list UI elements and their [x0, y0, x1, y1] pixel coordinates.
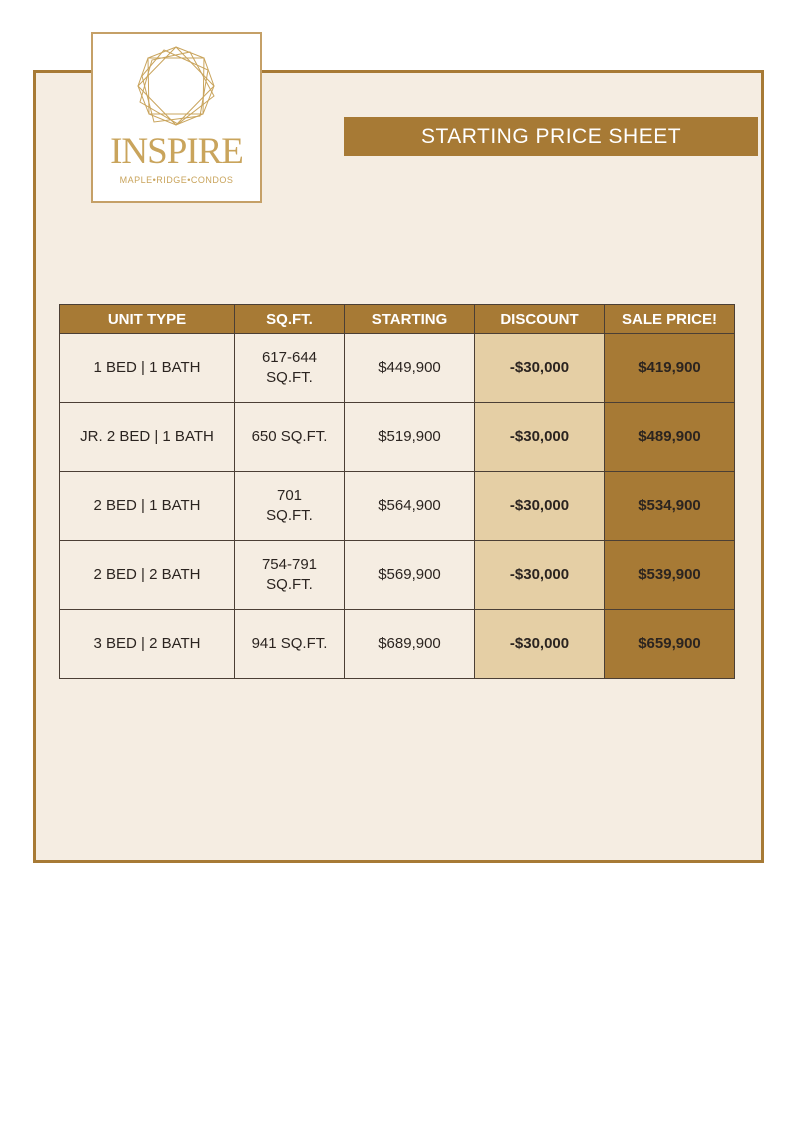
header-sale-price: SALE PRICE! — [605, 305, 735, 334]
table-row — [60, 403, 735, 472]
discount-cell: -$30,000 — [475, 403, 605, 472]
header-discount: DISCOUNT — [475, 305, 605, 334]
table-row — [60, 472, 735, 541]
sale-price-cell: $489,900 — [605, 403, 735, 472]
header-sqft: SQ.FT. — [235, 305, 345, 334]
unit-type-cell: 1 BED | 1 BATH — [60, 334, 235, 403]
sale-price-cell: $659,900 — [605, 610, 735, 679]
starting-price-cell: $449,900 — [345, 334, 475, 403]
sqft-value: 650 SQ.FT. — [251, 428, 328, 445]
sqft-cell — [235, 610, 345, 679]
unit-type-cell: 2 BED | 1 BATH — [60, 472, 235, 541]
sqft-cell — [235, 541, 345, 610]
page-title: STARTING PRICE SHEET — [344, 117, 758, 156]
discount-cell: -$30,000 — [475, 541, 605, 610]
starting-price-cell: $564,900 — [345, 472, 475, 541]
discount-cell: -$30,000 — [475, 472, 605, 541]
geometric-gem-icon — [134, 44, 218, 128]
sqft-unit: SQ.FT. — [266, 507, 313, 524]
table-row — [60, 610, 735, 679]
inspire-logo — [91, 32, 262, 203]
sqft-unit: SQ.FT. — [266, 369, 313, 386]
starting-price-cell: $519,900 — [345, 403, 475, 472]
price-table — [59, 304, 735, 679]
sale-price-cell: $534,900 — [605, 472, 735, 541]
discount-cell: -$30,000 — [475, 610, 605, 679]
sqft-cell — [235, 472, 345, 541]
sqft-value: 617-644 — [261, 349, 318, 366]
sqft-cell — [235, 403, 345, 472]
sale-price-cell: $419,900 — [605, 334, 735, 403]
sqft-value: 701 — [276, 487, 303, 504]
table-row — [60, 541, 735, 610]
starting-price-cell: $569,900 — [345, 541, 475, 610]
unit-type-cell: 2 BED | 2 BATH — [60, 541, 235, 610]
sqft-cell — [235, 334, 345, 403]
sale-price-cell: $539,900 — [605, 541, 735, 610]
starting-price-cell: $689,900 — [345, 610, 475, 679]
sqft-unit: SQ.FT. — [266, 576, 313, 593]
table-header-row — [60, 305, 735, 334]
sqft-value: 941 SQ.FT. — [251, 635, 328, 652]
unit-type-cell: JR. 2 BED | 1 BATH — [60, 403, 235, 472]
unit-type-cell: 3 BED | 2 BATH — [60, 610, 235, 679]
brand-tagline: MAPLE•RIDGE•CONDOS — [119, 175, 234, 185]
header-starting: STARTING — [345, 305, 475, 334]
header-unit-type: UNIT TYPE — [60, 305, 235, 334]
discount-cell: -$30,000 — [475, 334, 605, 403]
sqft-value: 754-791 — [261, 556, 318, 573]
brand-name: INSPIRE — [110, 131, 243, 172]
table-row — [60, 334, 735, 403]
